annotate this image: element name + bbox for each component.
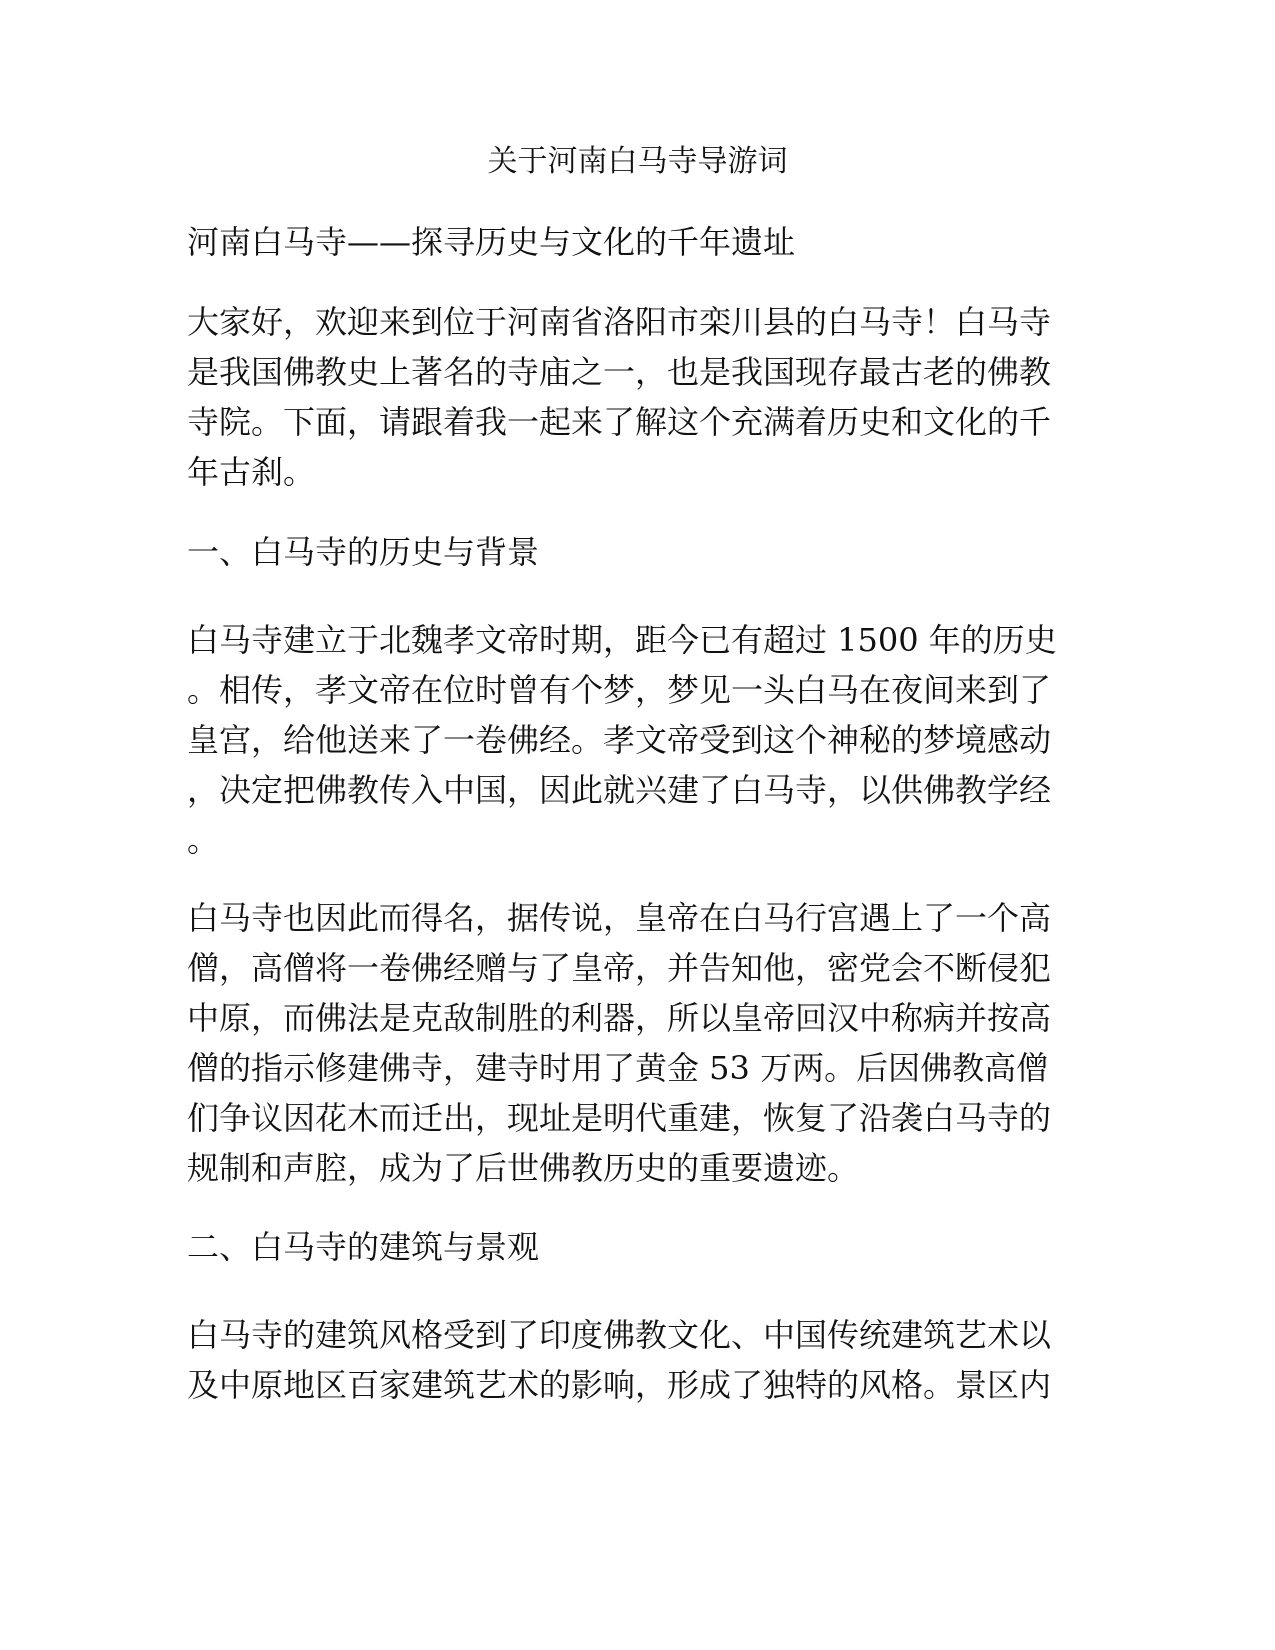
paragraph-line: 皇宫，给他送来了一卷佛经。孝文帝受到这个神秘的梦境感动 bbox=[187, 721, 1052, 759]
paragraph-line: 。相传，孝文帝在位时曾有个梦，梦见一头白马在夜间来到了 bbox=[187, 671, 1052, 709]
paragraph-line: 们争议因花木而迁出，现址是明代重建，恢复了沿袭白马寺的 bbox=[187, 1099, 1052, 1137]
paragraph-line: 僧，高僧将一卷佛经赠与了皇帝，并告知他，密党会不断侵犯 bbox=[187, 949, 1052, 987]
section-2-paragraph-1 bbox=[187, 1310, 1087, 1410]
section-2-heading: 二、白马寺的建筑与景观 bbox=[187, 1228, 540, 1266]
paragraph-line: 白马寺建立于北魏孝文帝时期，距今已有超过 1500 年的历史 bbox=[187, 621, 1057, 659]
paragraph-line: 年古刹。 bbox=[187, 453, 316, 491]
paragraph-line: 是我国佛教史上著名的寺庙之一，也是我国现存最古老的佛教 bbox=[187, 353, 1052, 391]
paragraph-line: 大家好，欢迎来到位于河南省洛阳市栾川县的白马寺！白马寺 bbox=[187, 303, 1052, 341]
paragraph-line: 及中原地区百家建筑艺术的影响，形成了独特的风格。景区内 bbox=[187, 1366, 1052, 1404]
paragraph-line: 规制和声腔，成为了后世佛教历史的重要遗迹。 bbox=[187, 1149, 860, 1187]
paragraph-line: 寺院。下面，请跟着我一起来了解这个充满着历史和文化的千 bbox=[187, 403, 1052, 441]
paragraph-line: 僧的指示修建佛寺，建寺时用了黄金 53 万两。后因佛教高僧 bbox=[187, 1049, 1049, 1087]
intro-paragraph bbox=[187, 297, 1087, 497]
paragraph-line: 白马寺的建筑风格受到了印度佛教文化、中国传统建筑艺术以 bbox=[187, 1316, 1052, 1354]
section-1-paragraph-1 bbox=[187, 615, 1087, 865]
paragraph-line: 白马寺也因此而得名，据传说，皇帝在白马行宫遇上了一个高 bbox=[187, 899, 1052, 937]
document-subtitle: 河南白马寺——探寻历史与文化的千年遗址 bbox=[187, 223, 796, 261]
paragraph-line: ，决定把佛教传入中国，因此就兴建了白马寺，以供佛教学经 bbox=[187, 771, 1052, 809]
section-1-paragraph-2 bbox=[187, 893, 1087, 1193]
paragraph-line: 。 bbox=[187, 821, 220, 859]
paragraph-line: 中原，而佛法是克敌制胜的利器，所以皇帝回汉中称病并按高 bbox=[187, 999, 1052, 1037]
section-1-heading: 一、白马寺的历史与背景 bbox=[187, 533, 540, 571]
document-title: 关于河南白马寺导游词 bbox=[487, 144, 788, 179]
